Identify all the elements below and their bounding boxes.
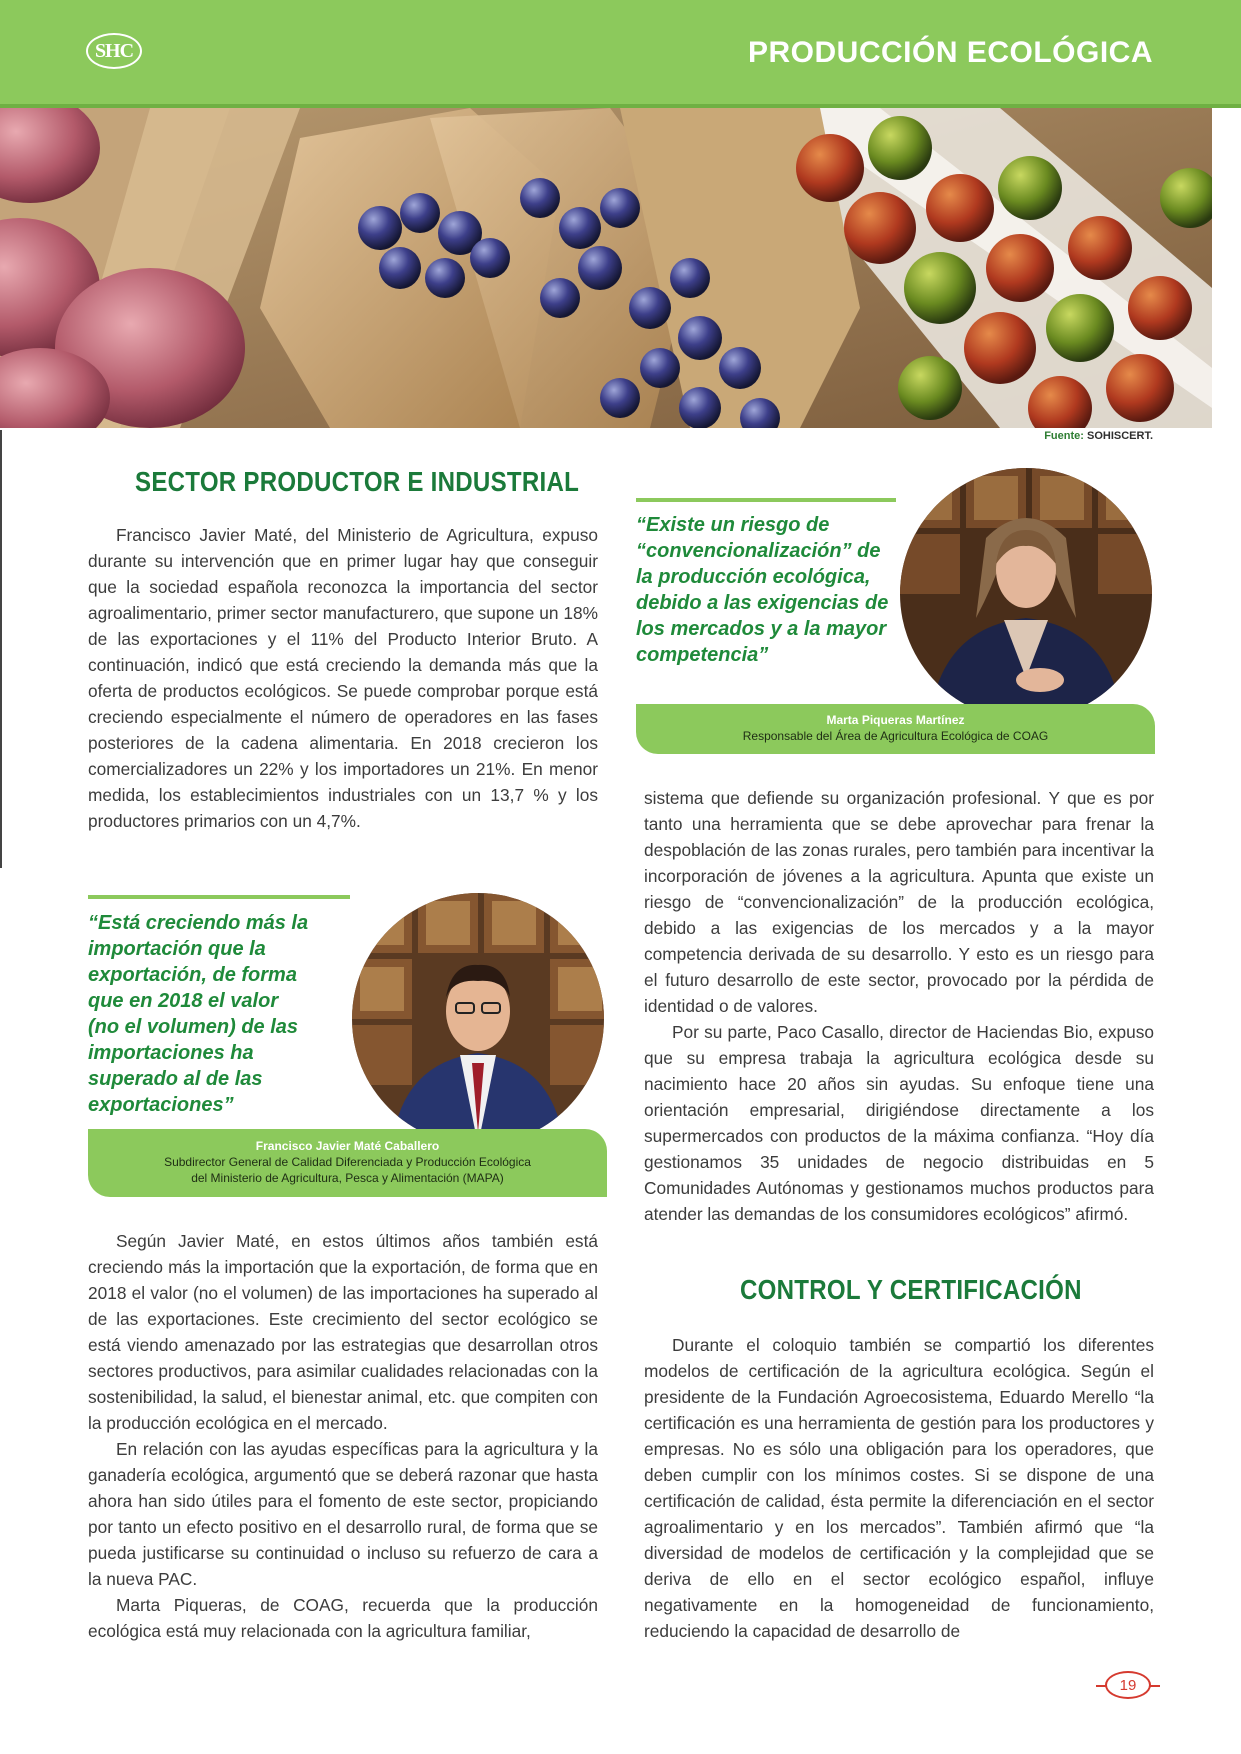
paragraph: Durante el coloquio también se compartió los diferentes modelos de certificación de la agricultura ecológica. Según el presidente de la Fundación Agroecosistema, Eduardo Merello “la certificación es una herramienta de gestión para los productores y empresas. No es sólo una obligación para los operadores, que deben cumplir con los mínimos costes. Si se dispone de una certificación de calidad, ésta permite la diferenciación en el sector agroalimentario y en los mercados”. También afirmó que “la diversidad de modelos de certificación y la complejidad que se deriva de ello en el sector ecológico español, influye negativamente en la homogeneidad de funcionamiento, reduciendo la capacidad de desarrollo de [644,1335,1154,1641]
photo-credit [1044,430,1153,442]
paragraph: Francisco Javier Maté, del Ministerio de Agricultura, expuso durante su intervención que en primer lugar hay que conseguir que la sociedad española reconozca la importancia del sector agroalimentario, primer sector manufacturero, que supone un 18% de las exportaciones y el 11% del Producto Interior Bruto. A continuación, indicó que está creciendo la demanda más que la oferta de productos ecológicos. Se puede comprobar porque está creciendo especialmente el número de operadores en las fases posteriores de la cadena alimentaria. En 2018 crecieron los comercializadores un 22% y los importadores un 21%. En menor medida, los establecimientos industriales con un 13,7 % y los productores primarios con un 4,7%. [88,525,598,831]
margin-rule [0,430,2,868]
photo-credit-label: Fuente: [1044,430,1084,442]
paragraph: sistema que defiende su organización profesional. Y que es por tanto una herramienta que se debe aprovechar para frenar la despoblación de las zonas rurales, pero también para incentivar la incorporación de jóvenes a la agricultura. Apunta que existe un riesgo de “convencionalización” de la producción ecológica, debido a las exigencias de los mercados y a la mayor competencia derivada de su desarrollo. Y esto es un riesgo para el futuro desarrollo de este sector, provocado por la pérdida de identidad o de valores. [644,788,1154,1016]
caption-name: Francisco Javier Maté Caballero [255,1139,440,1153]
hero-image [0,108,1212,428]
left-intro-block [88,522,598,834]
heading-sector-productor: SECTOR PRODUCTOR E INDUSTRIAL [135,466,580,497]
pull-quote-piqueras: “Existe un riesgo de “convencionalización” de la producción ecológica, debido a las exigencias de los mercados y a la mayor competencia” [636,514,889,666]
paragraph: Marta Piqueras, de COAG, recuerda que la producción ecológica está muy relacionada con la agricultura familiar, [88,1595,598,1641]
portrait-mate [352,893,604,1145]
right-cert-block [644,1332,1154,1644]
paragraph: Por su parte, Paco Casallo, director de Haciendas Bio, expuso que su empresa trabaja la agricultura ecológica desde su nacimiento hace 20 años sin ayudas. Su enfoque tiene una orientación empresarial, dirigiéndose directamente a los supermercados con productos de la máxima confianza. “Hoy día gestionamos 35 unidades de negocio distribuidas en 5 Comunidades Autónomas y gestionamos muchos productos para atender las demandas de los consumidores ecológicos” afirmó. [644,1022,1154,1224]
caption-role: del Ministerio de Agricultura, Pesca y Alimentación (MAPA) [191,1171,504,1185]
quote-rule [636,498,896,502]
caption-role: Subdirector General de Calidad Diferenciada y Producción Ecológica [164,1155,531,1169]
right-body-block [644,785,1154,1227]
pull-quote-mate: “Está creciendo más la importación que la exportación, de forma que en 2018 el valor (no el volumen) de las importaciones ha superado al de las exportaciones” [88,912,309,1116]
caption-name: Marta Piqueras Martínez [826,713,965,727]
left-body-block [88,1228,598,1644]
page-number: 19 [1105,1671,1151,1699]
paragraph: Según Javier Maté, en estos últimos años también está creciendo más la importación que la exportación, de forma que en 2018 el valor (no el volumen) de las importaciones ha superado al de las exportaciones. Este crecimiento del sector ecológico se está viendo amenazado por las estrategias que desarrollan otros sectores productivos, para asimilar cualidades relacionadas con la sostenibilidad, la salud, el bienestar animal, etc. que compiten con la producción ecológica en el mercado. [88,1231,598,1433]
section-title: PRODUCCIÓN ECOLÓGICA [747,36,1153,69]
caption-role: Responsable del Área de Agricultura Ecológica de COAG [742,729,1049,743]
paragraph: En relación con las ayudas específicas para la agricultura y la ganadería ecológica, argumentó que se deberá razonar que hasta ahora han sido útiles para el fomento de este sector, propiciando por tanto un efecto positivo en el desarrollo rural, de forma que se pueda justificarse su continuidad o incluso su refuerzo de cara a la nueva PAC. [88,1439,598,1589]
caption-piqueras [636,704,1155,754]
portrait-piqueras [900,468,1152,720]
caption-mate [88,1129,607,1197]
photo-credit-value: SOHISCERT. [1086,430,1153,442]
shc-logo: SHC [86,33,142,69]
quote-rule [88,895,350,899]
heading-control-certificacion: CONTROL Y CERTIFICACIÓN [740,1274,1082,1305]
